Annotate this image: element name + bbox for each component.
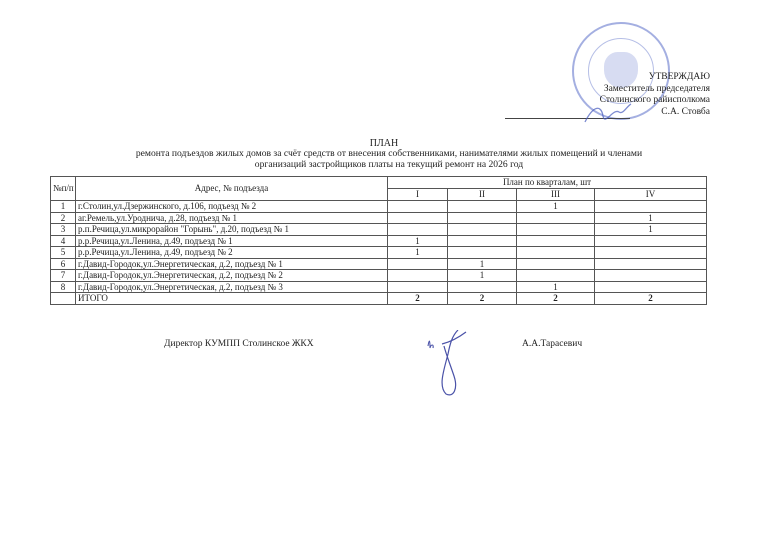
document-subtitle — [40, 149, 738, 170]
subtitle-line-2: организаций застройщиков платы на текущий ремонт на 2026 год — [254, 158, 524, 170]
header-q4: IV — [595, 189, 707, 201]
table-row — [51, 212, 707, 224]
table-row — [51, 235, 707, 247]
subtitle-line-1: ремонта подъездов жилых домов за счёт средств от внесения собственниками, нанимателями жилых помещений и членами — [135, 148, 643, 159]
cell-q4 — [595, 281, 707, 293]
cell-q3 — [517, 258, 595, 270]
cell-q1: 1 — [388, 235, 448, 247]
cell-q3: 1 — [517, 281, 595, 293]
cell-q4: 1 — [595, 212, 707, 224]
table-row — [51, 281, 707, 293]
cell-address: г.Давид-Городок,ул.Энергетическая, д.2, подъезд № 1 — [76, 258, 388, 270]
director-name: А.А.Тарасевич — [522, 339, 583, 349]
cell-address: г.Столин,ул.Дзержинского, д.106, подъезд № 2 — [76, 201, 388, 213]
approver-signature-icon — [583, 100, 633, 130]
header-q2: II — [448, 189, 517, 201]
total-q3: 2 — [517, 293, 595, 305]
cell-q4 — [595, 201, 707, 213]
cell-q3 — [517, 270, 595, 282]
cell-number: 5 — [51, 247, 76, 259]
cell-number: 6 — [51, 258, 76, 270]
table-row — [51, 247, 707, 259]
cell-q2: 1 — [448, 258, 517, 270]
cell-q2 — [448, 235, 517, 247]
cell-address: аг.Ремель,ул.Уроднича, д.28, подъезд № 1 — [76, 212, 388, 224]
table-row — [51, 258, 707, 270]
plan-table — [50, 176, 707, 305]
cell-q1 — [388, 201, 448, 213]
header-q3: III — [517, 189, 595, 201]
cell-q2: 1 — [448, 270, 517, 282]
cell-number: 1 — [51, 201, 76, 213]
cell-number: 7 — [51, 270, 76, 282]
cell-q2 — [448, 212, 517, 224]
total-q2: 2 — [448, 293, 517, 305]
cell-q1 — [388, 270, 448, 282]
cell-number: 4 — [51, 235, 76, 247]
table-row — [51, 201, 707, 213]
header-q1: I — [388, 189, 448, 201]
cell-number: 3 — [51, 224, 76, 236]
total-q4: 2 — [595, 293, 707, 305]
cell-address: р.р.Речица,ул.Ленина, д.49, подъезд № 2 — [76, 247, 388, 259]
cell-q4 — [595, 270, 707, 282]
cell-q1 — [388, 281, 448, 293]
cell-q2 — [448, 201, 517, 213]
cell-q3 — [517, 212, 595, 224]
header-number: №п/п — [51, 177, 76, 201]
cell-q2 — [448, 224, 517, 236]
header-address: Адрес, № подъезда — [76, 177, 388, 201]
cell-q2 — [448, 247, 517, 259]
cell-q1 — [388, 224, 448, 236]
header-plan-group: План по кварталам, шт — [388, 177, 707, 189]
director-signature-icon — [424, 330, 474, 400]
cell-q3: 1 — [517, 201, 595, 213]
total-q1: 2 — [388, 293, 448, 305]
cell-q2 — [448, 281, 517, 293]
cell-address: г.Давид-Городок,ул.Энергетическая, д.2, подъезд № 2 — [76, 270, 388, 282]
approval-position-line1: Заместитель председателя — [603, 83, 710, 94]
cell-q4 — [595, 235, 707, 247]
cell-number: 2 — [51, 212, 76, 224]
document-title: ПЛАН — [369, 138, 399, 149]
cell-q3 — [517, 247, 595, 259]
cell-number-empty — [51, 293, 76, 305]
table-row — [51, 270, 707, 282]
director-position: Директор КУМПП Столинское ЖКХ — [164, 339, 314, 349]
total-row — [51, 293, 707, 305]
cell-q4 — [595, 247, 707, 259]
cell-address: р.п.Речица,ул.микрорайон "Горынь", д.20, подъезд № 1 — [76, 224, 388, 236]
cell-q3 — [517, 224, 595, 236]
approval-heading: УТВЕРЖДАЮ — [648, 72, 710, 82]
cell-address: г.Давид-Городок,ул.Энергетическая, д.2, подъезд № 3 — [76, 281, 388, 293]
cell-q1 — [388, 212, 448, 224]
cell-number: 8 — [51, 281, 76, 293]
cell-q1 — [388, 258, 448, 270]
cell-q1: 1 — [388, 247, 448, 259]
cell-q3 — [517, 235, 595, 247]
table-row — [51, 224, 707, 236]
approval-name: С.А. Стовба — [661, 106, 710, 117]
approval-position-line2: Столинского райисполкома — [599, 95, 710, 105]
cell-q4 — [595, 258, 707, 270]
cell-address: р.р.Речица,ул.Ленина, д.49, подъезд № 1 — [76, 235, 388, 247]
total-label: ИТОГО — [76, 293, 388, 305]
cell-q4: 1 — [595, 224, 707, 236]
